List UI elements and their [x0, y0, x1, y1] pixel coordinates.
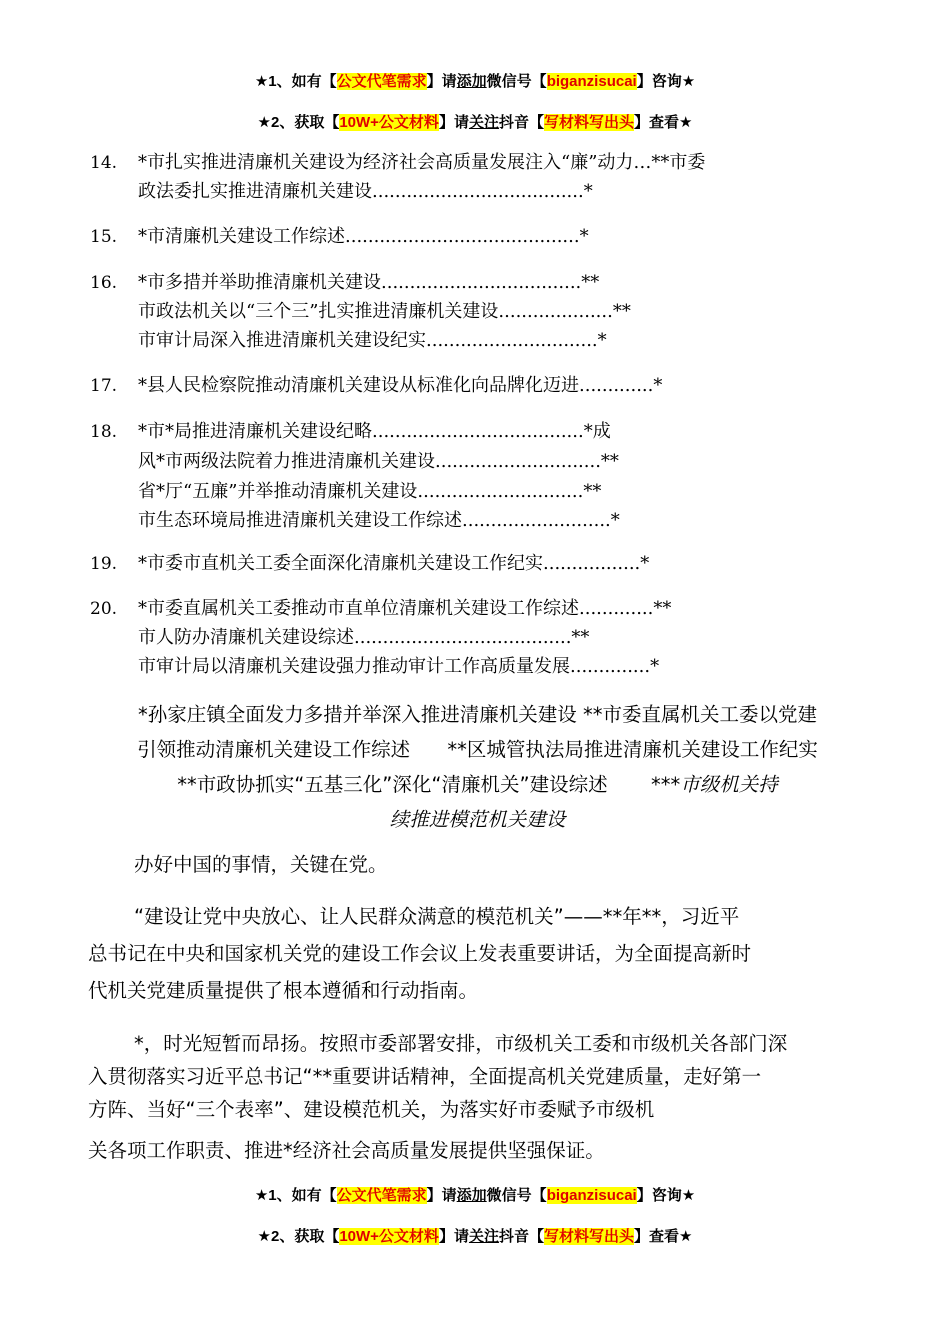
toc-number: 17. [90, 376, 118, 396]
toc-line: *市*局推进清廉机关建设纪略.....................................*成 [138, 421, 611, 442]
toc-line: *市清廉机关建设工作综述.........................................* [138, 226, 589, 247]
ad-text: ★2、获取【 [257, 114, 340, 131]
toc-number: 16. [90, 273, 118, 293]
ad-underline: 关注 [468, 114, 499, 131]
ad-highlight: 公文代笔需求 [336, 1187, 427, 1204]
ad-text: 】请 [438, 114, 469, 131]
toc-number: 14. [90, 153, 118, 173]
toc-line: 政法委扎实推进清廉机关建设.....................................* [138, 181, 593, 202]
paragraph-line: 入贯彻落实习近平总书记“**重要讲话精神，全面提高机关党建质量，走好第一 [88, 1065, 762, 1088]
ad-text: ★2、获取【 [257, 1228, 340, 1245]
ad-text: 】请 [426, 73, 457, 90]
paragraph-line: “建设让党中央放心、让人民群众满意的模范机关”——**年**，习近平 [134, 905, 740, 928]
summary-text: **市政协抓实“五基三化”深化“清廉机关”建设综述 *** [177, 773, 681, 796]
summary-italic-text: 市级机关持 [680, 773, 778, 796]
toc-line: 市生态环境局推进清廉机关建设工作综述..........................* [138, 510, 620, 531]
ad-text: 】请 [438, 1228, 469, 1245]
ad-text: ★1、如有【 [254, 1187, 337, 1204]
paragraph-line: 总书记在中央和国家机关党的建设工作会议上发表重要讲话，为全面提高新时 [88, 942, 752, 965]
toc-line: *市扎实推进清廉机关建设为经济社会高质量发展注入“廉”动力…**市委 [138, 152, 706, 173]
ad-highlight: 写材料写出头 [543, 114, 634, 131]
toc-line: 市人防办清廉机关建设综述......................................** [138, 627, 590, 648]
summary-italic-text: 续推进模范机关建设 [389, 808, 566, 831]
toc-line: *县人民检察院推动清廉机关建设从标准化向品牌化迈进.............* [138, 375, 663, 396]
paragraph-line: 关各项工作职责、推进*经济社会高质量发展提供坚强保证。 [88, 1139, 605, 1162]
ad-highlight: 10W+公文材料 [339, 1228, 439, 1245]
toc-number: 20. [90, 599, 118, 619]
summary-block [80, 697, 875, 837]
toc-line: 省*厅“五廉”并举推动清廉机关建设.............................** [138, 481, 602, 502]
summary-line: 引领推动清廉机关建设工作综述 **区城管执法局推进清廉机关建设工作纪实 [137, 738, 818, 761]
toc-line: *市委直属机关工委推动市直单位清廉机关建设工作综述.............** [138, 598, 672, 619]
body-paragraph-2 [88, 898, 878, 1009]
top-ad-line-2 [0, 113, 950, 133]
toc-line: 市审计局深入推进清廉机关建设纪实..............................* [138, 330, 607, 351]
ad-text: 】查看★ [634, 114, 693, 131]
top-ad-line-1 [0, 72, 950, 92]
toc-line: 市政法机关以“三个三”扎实推进清廉机关建设....................** [138, 301, 631, 322]
paragraph-line: 办好中国的事情，关键在党。 [134, 853, 388, 876]
paragraph-line: 方阵、当好“三个表率”、建设模范机关，为落实好市委赋予市级机 [88, 1098, 655, 1121]
ad-text: 微信号【 [486, 73, 547, 90]
ad-text: 抖音【 [498, 1228, 544, 1245]
bottom-ad-line-2 [0, 1227, 950, 1247]
bottom-ad-line-1 [0, 1186, 950, 1206]
ad-underline: 添加 [456, 73, 487, 90]
body-paragraph-3 [88, 1027, 878, 1167]
paragraph-line: 代机关党建质量提供了根本遵循和行动指南。 [88, 979, 479, 1002]
ad-highlight: 写材料写出头 [543, 1228, 634, 1245]
toc-line: *市多措并举助推清廉机关建设...................................** [138, 272, 600, 293]
ad-text: 】查看★ [634, 1228, 693, 1245]
toc-line: 风*市两级法院着力推进清廉机关建设.............................** [138, 451, 619, 472]
toc-number: 19. [90, 554, 118, 574]
ad-highlight: biganzisucai [546, 73, 637, 90]
ad-text: 微信号【 [486, 1187, 547, 1204]
ad-text: 】咨询★ [636, 1187, 696, 1204]
toc-line: *市委市直机关工委全面深化清廉机关建设工作纪实.................* [138, 553, 650, 574]
body-paragraph-1 [88, 846, 878, 883]
paragraph-line: *，时光短暂而昂扬。按照市委部署安排，市级机关工委和市级机关各部门深 [134, 1032, 788, 1055]
summary-line [80, 802, 875, 837]
ad-highlight: 公文代笔需求 [336, 73, 427, 90]
ad-highlight: biganzisucai [546, 1187, 637, 1204]
ad-text: 】请 [426, 1187, 457, 1204]
ad-text: ★1、如有【 [254, 73, 337, 90]
ad-text: 抖音【 [498, 114, 544, 131]
toc-line: 市审计局以清廉机关建设强力推动审计工作高质量发展..............* [138, 656, 660, 677]
summary-line: *孙家庄镇全面发力多措并举深入推进清廉机关建设 **市委直属机关工委以党建 [138, 703, 817, 726]
ad-text: 】咨询★ [636, 73, 696, 90]
ad-highlight: 10W+公文材料 [339, 114, 439, 131]
ad-underline: 关注 [468, 1228, 499, 1245]
summary-line [80, 767, 875, 802]
toc-number: 15. [90, 227, 118, 247]
toc-number: 18. [90, 422, 118, 442]
ad-underline: 添加 [456, 1187, 487, 1204]
